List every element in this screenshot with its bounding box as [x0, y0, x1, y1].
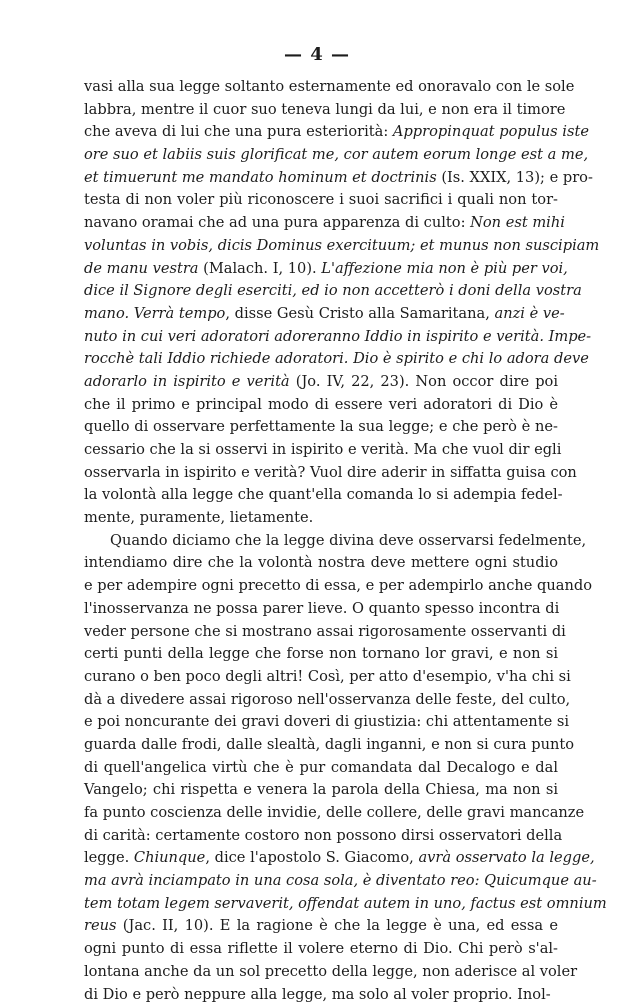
italic-text-segment: et timuerunt me mandato hominum et doctrinis: [84, 169, 437, 186]
text-line: [84, 666, 558, 689]
text-line: [84, 598, 558, 621]
italic-text-segment: L'affezione mia non è più per voi,: [321, 260, 568, 277]
text-line: [84, 711, 558, 734]
text-segment: e per adempire ogni precetto di essa, e per adempirlo anche quando: [84, 577, 592, 594]
italic-text-segment: de manu vestra: [84, 260, 199, 277]
text-segment: (Is. XXIX, 13); e pro-: [437, 169, 593, 186]
italic-text-segment: Non est mihi: [470, 214, 565, 231]
text-line: [84, 76, 558, 99]
text-segment: vasi alla sua legge soltanto esternamente ed onoravalo con le sole: [84, 78, 574, 95]
italic-text-segment: rocchè tali Iddio richiede adoratori. Dio è spirito e chi lo adora deve: [84, 350, 589, 367]
text-line: [84, 303, 558, 326]
text-segment: curano o ben poco degli altri! Così, per atto d'esempio, v'ha chi si: [84, 668, 571, 685]
text-segment: ogni punto di essa riflette il volere eterno di Dio. Chi però s'al-: [84, 940, 558, 957]
text-line: [84, 144, 558, 167]
text-segment: quello di osservare perfettamente la sua legge; e che però è ne-: [84, 418, 558, 435]
text-line: [84, 984, 558, 1006]
text-line: [84, 915, 558, 938]
text-line: [84, 643, 558, 666]
text-line: [84, 99, 558, 122]
text-line: [84, 416, 558, 439]
text-line: [84, 961, 558, 984]
text-line: [84, 462, 558, 485]
text-line: [84, 530, 558, 553]
italic-text-segment: Chiunque: [134, 849, 205, 866]
text-segment: di quell'angelica virtù che è pur comandata dal Decalogo e dal: [84, 759, 558, 776]
text-segment: che aveva di lui che una pura esteriorità:: [84, 123, 393, 140]
text-segment: labbra, mentre il cuor suo teneva lungi da lui, e non era il timore: [84, 101, 565, 118]
text-line: [84, 235, 558, 258]
text-line: [84, 779, 558, 802]
text-segment: (Jo. IV, 22, 23). Non occor dire poi: [290, 373, 558, 390]
italic-text-segment: avrà osservato la legge,: [418, 849, 594, 866]
text-segment: navano oramai che ad una pura apparenza di culto:: [84, 214, 470, 231]
italic-text-segment: adorarlo in ispirito e verità: [84, 373, 290, 390]
text-segment: e poi noncurante dei gravi doveri di giustizia: chi attentamente si: [84, 713, 569, 730]
italic-text-segment: dice il Signore degli eserciti, ed io non accetterò i doni della vostra: [84, 282, 582, 299]
text-line: [84, 280, 558, 303]
text-segment: (Jac. II, 10). E la ragione è che la legge è una, ed essa e: [117, 917, 558, 934]
text-segment: testa di non voler più riconoscere i suoi sacrifici i quali non tor-: [84, 191, 558, 208]
text-segment: lontana anche da un sol precetto della legge, non aderisce al voler: [84, 963, 577, 980]
text-line: [84, 439, 558, 462]
text-line: [84, 575, 558, 598]
text-line: [84, 689, 558, 712]
text-line: [84, 802, 558, 825]
text-segment: guarda dalle frodi, dalle slealtà, dagli inganni, e non si cura punto: [84, 736, 574, 753]
text-segment: veder persone che si mostrano assai rigorosamente osservanti di: [84, 623, 566, 640]
text-segment: , dice l'apostolo S. Giacomo,: [205, 849, 418, 866]
page-number: — 4 —: [0, 44, 634, 65]
text-line: [84, 757, 558, 780]
italic-text-segment: anzi è ve-: [495, 305, 565, 322]
text-segment: dà a divedere assai rigoroso nell'osservanza delle feste, del culto,: [84, 691, 570, 708]
italic-text-segment: reus: [84, 917, 117, 934]
text-segment: (Malach. I, 10).: [199, 260, 322, 277]
text-line: [84, 938, 558, 961]
text-line: [84, 394, 558, 417]
text-segment: certi punti della legge che forse non tornano lor gravi, e non si: [84, 645, 558, 662]
text-segment: intendiamo dire che la volontà nostra deve mettere ogni studio: [84, 554, 558, 571]
text-segment: Vangelo; chi rispetta e venera la parola della Chiesa, ma non si: [84, 781, 558, 798]
text-segment: osservarla in ispirito e verità? Vuol dire aderir in siffatta guisa con: [84, 464, 577, 481]
italic-text-segment: mano. Verrà tempo: [84, 305, 225, 322]
text-segment: Quando diciamo che la legge divina deve osservarsi fedelmente,: [110, 532, 586, 549]
italic-text-segment: tem totam legem servaverit, offendat autem in uno, factus est omnium: [84, 895, 607, 912]
italic-text-segment: voluntas in vobis, dicis Dominus exercituum; et munus non suscipiam: [84, 237, 599, 254]
text-segment: di Dio e però neppure alla legge, ma solo al voler proprio. Inol-: [84, 986, 551, 1003]
text-line: [84, 734, 558, 757]
italic-text-segment: Appropinquat populus iste: [393, 123, 589, 140]
text-line: [84, 893, 558, 916]
text-segment: l'inosservanza ne possa parer lieve. O quanto spesso incontra di: [84, 600, 559, 617]
text-line: [84, 870, 558, 893]
text-line: [84, 484, 558, 507]
text-line: [84, 258, 558, 281]
text-line: [84, 121, 558, 144]
text-line: [84, 507, 558, 530]
text-line: [84, 348, 558, 371]
text-segment: fa punto coscienza delle invidie, delle collere, delle gravi mancanze: [84, 804, 584, 821]
text-segment: di carità: certamente costoro non possono dirsi osservatori della: [84, 827, 562, 844]
text-line: [84, 847, 558, 870]
text-line: [84, 371, 558, 394]
text-segment: legge.: [84, 849, 134, 866]
text-line: [84, 212, 558, 235]
text-line: [84, 326, 558, 349]
text-segment: che il primo e principal modo di essere veri adoratori di Dio è: [84, 396, 558, 413]
text-segment: mente, puramente, lietamente.: [84, 509, 313, 526]
text-line: [84, 167, 558, 190]
italic-text-segment: nuto in cui veri adoratori adoreranno Iddio in ispirito e verità. Impe-: [84, 328, 591, 345]
text-line: [84, 552, 558, 575]
text-segment: , disse Gesù Cristo alla Samaritana,: [225, 305, 494, 322]
italic-text-segment: ma avrà inciampato in una cosa sola, è diventato reo: Quicumque au-: [84, 872, 597, 889]
italic-text-segment: ore suo et labiis suis glorificat me, cor autem eorum longe est a me,: [84, 146, 588, 163]
text-line: [84, 189, 558, 212]
text-segment: la volontà alla legge che quant'ella comanda lo si adempia fedel-: [84, 486, 563, 503]
text-line: [84, 621, 558, 644]
text-segment: cessario che la si osservi in ispirito e verità. Ma che vuol dir egli: [84, 441, 561, 458]
text-line: [84, 825, 558, 848]
body-text: [84, 76, 558, 1006]
